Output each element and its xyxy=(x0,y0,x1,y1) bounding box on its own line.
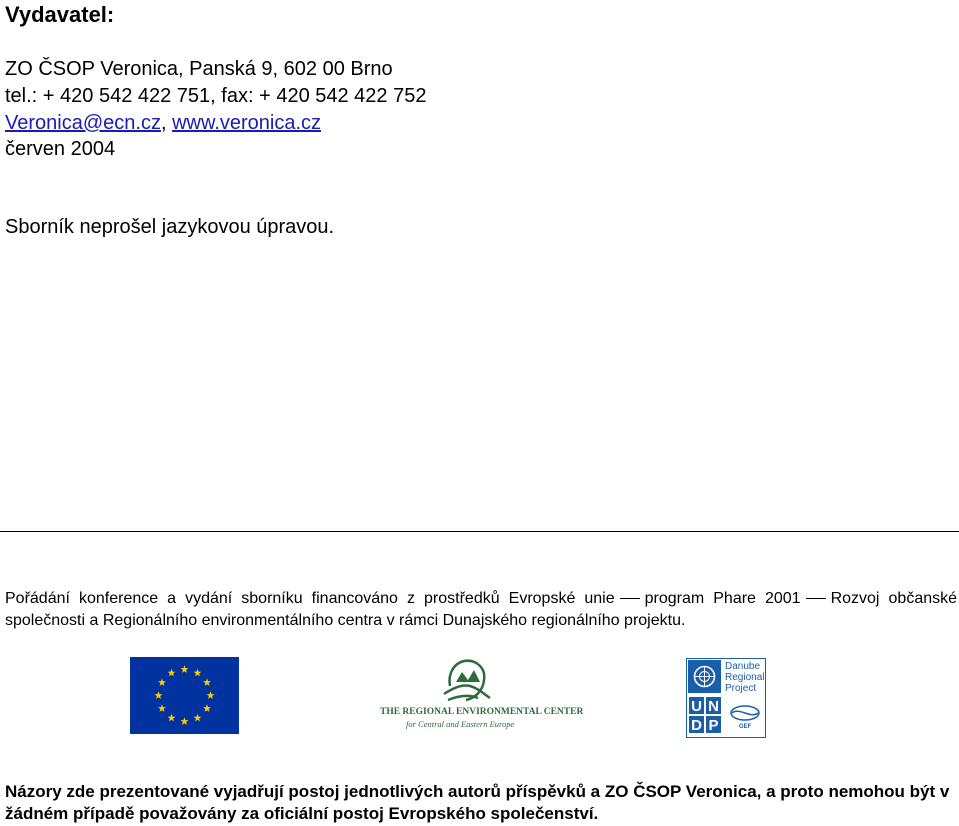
link-separator: , xyxy=(160,112,173,134)
publication-date: červen 2004 xyxy=(5,138,116,160)
drp-line-3: Project xyxy=(725,683,757,694)
undp-letters xyxy=(688,696,722,734)
email-link[interactable]: Veronica@ecn.cz xyxy=(5,112,161,134)
funding-part-2: program Phare 2001 xyxy=(644,590,801,607)
drp-line-1: Danube xyxy=(725,661,761,672)
undp-letter: N xyxy=(705,696,722,715)
dash-separator xyxy=(806,598,826,599)
undp-letter: U xyxy=(688,696,705,715)
rec-subtitle: for Central and Eastern Europe xyxy=(406,719,515,729)
funding-part-3: Rozvoj občanské společnosti a Regionálního environmentálního centra v rámci Dunajského regionálního projektu. xyxy=(5,590,958,629)
funding-statement xyxy=(5,588,957,632)
gef-label: GEF xyxy=(739,724,752,730)
drp-title xyxy=(725,661,764,694)
undp-letter: D xyxy=(688,715,705,734)
un-emblem-icon xyxy=(688,660,721,693)
disclaimer: Názory zde prezentované vyjadřují postoj jednotlivých autorů příspěvků a ZO ČSOP Veronica, a proto nemohou být v žádném případě považovány za oficiální postoj Evropského společenství. xyxy=(5,782,950,823)
publisher-contact: tel.: + 420 542 422 751, fax: + 420 542 422 752 xyxy=(5,85,427,107)
website-link[interactable]: www.veronica.cz xyxy=(172,112,321,134)
publisher-links xyxy=(5,111,321,135)
language-note: Sborník neprošel jazykovou úpravou. xyxy=(5,216,335,238)
funding-part-1: Pořádání konference a vydání sborníku financováno z prostředků Evropské unie xyxy=(5,590,615,607)
rec-emblem-icon xyxy=(378,656,554,708)
dash-separator xyxy=(620,598,640,599)
rec-logo xyxy=(378,656,584,734)
page-heading: Vydavatel: xyxy=(5,2,115,27)
undp-logo xyxy=(686,658,766,738)
horizontal-divider xyxy=(0,531,959,532)
drp-line-2: Regional xyxy=(725,672,765,683)
eu-flag-icon xyxy=(130,657,239,739)
rec-name: THE REGIONAL ENVIRONMENTAL CENTER xyxy=(380,707,584,717)
undp-letter: P xyxy=(705,715,722,734)
publisher-name: ZO ČSOP Veronica, Panská 9, 602 00 Brno xyxy=(5,58,393,80)
